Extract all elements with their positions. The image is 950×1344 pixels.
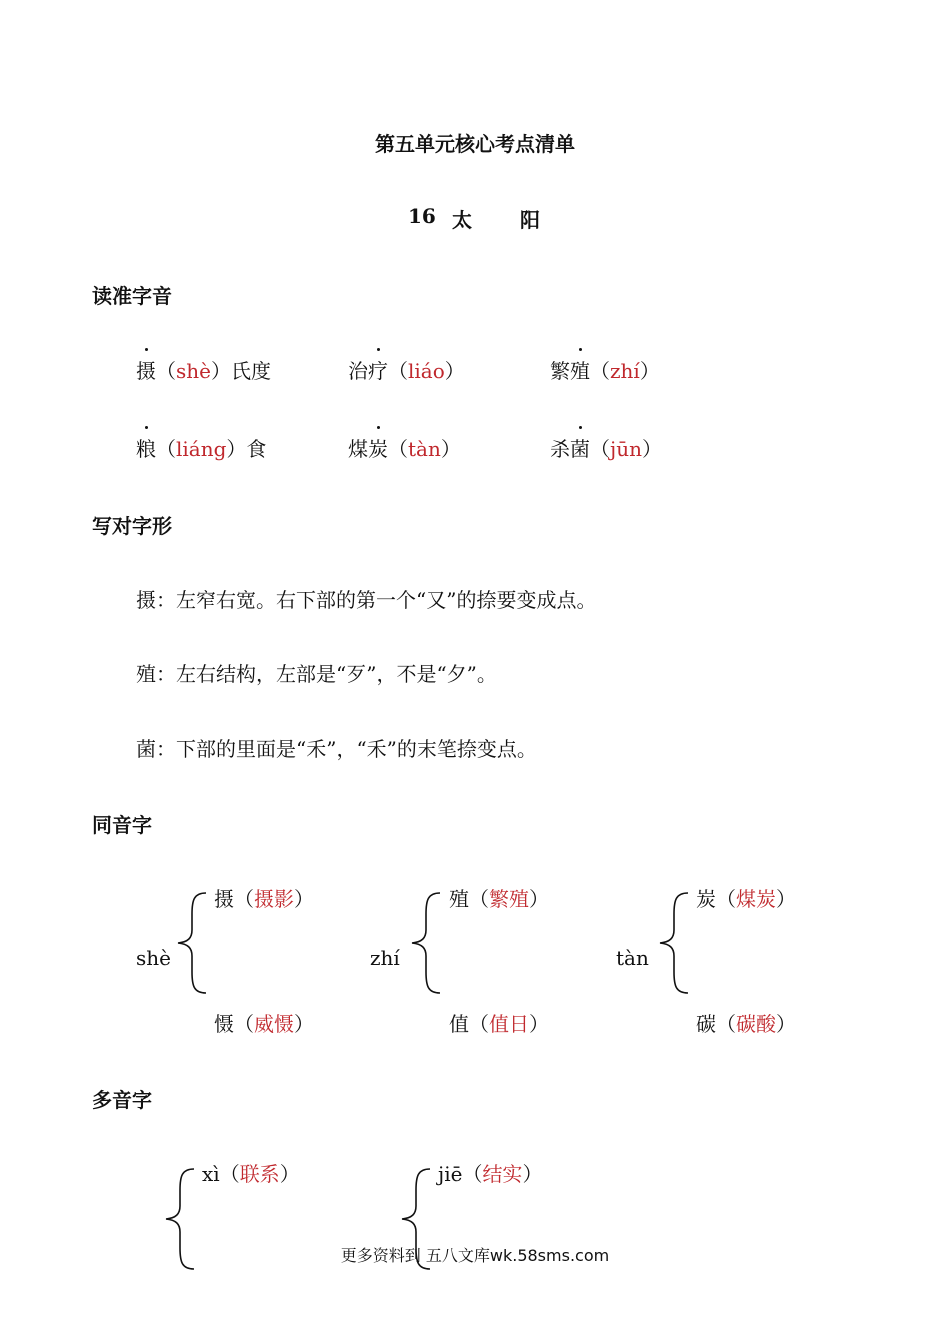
glyph-note: 殖：左右结构，左部是“歹”，不是“夕”。 — [136, 662, 497, 686]
pron-item-5: 煤炭（tàn） — [348, 433, 461, 462]
homophone-pinyin: zhí — [370, 946, 400, 970]
pinyin-answer: liáng — [176, 437, 227, 461]
homophone-bottom: 碳（碳酸） — [696, 1012, 796, 1036]
polyphone-reading: jiē（结实） — [438, 1162, 543, 1186]
section-heading-read: 读准字音 — [92, 284, 172, 308]
pinyin-answer: zhí — [610, 359, 640, 383]
lesson-number: 16 — [408, 204, 436, 228]
glyph-note: 菌：下部的里面是“禾”，“禾”的末笔捺变点。 — [136, 737, 537, 761]
glyph-note: 摄：左窄右宽。右下部的第一个“又”的捺要变成点。 — [136, 588, 597, 612]
polyphone-reading: xì（联系） — [202, 1162, 300, 1186]
footer-link[interactable]: 更多资料到 五八文库wk.58sms.com — [340, 1246, 610, 1265]
lesson-title-second: 阳 — [520, 208, 540, 232]
homophone-top: 摄（摄影） — [214, 887, 314, 911]
pinyin-answer: jūn — [610, 437, 642, 461]
pron-item-6: 杀菌（jūn） — [550, 433, 662, 462]
section-heading-write: 写对字形 — [92, 514, 172, 538]
homophone-top: 炭（煤炭） — [696, 887, 796, 911]
lesson-title-first: 太 — [452, 208, 472, 232]
section-heading-homophone: 同音字 — [92, 813, 152, 837]
section-heading-polyphone: 多音字 — [92, 1088, 152, 1112]
curly-brace-icon — [656, 890, 692, 996]
pron-item-3: 繁殖（zhí） — [550, 355, 660, 384]
homophone-pinyin: shè — [136, 946, 171, 970]
curly-brace-icon — [408, 890, 444, 996]
page-title: 第五单元核心考点清单 — [375, 132, 575, 156]
pinyin-answer: tàn — [408, 437, 441, 461]
pron-item-4: 粮（liáng）食 — [136, 433, 266, 462]
homophone-pinyin: tàn — [616, 946, 649, 970]
pron-item-1: 摄（shè）氏度 — [136, 355, 271, 384]
homophone-bottom: 值（值日） — [449, 1012, 549, 1036]
homophone-bottom: 慑（威慑） — [214, 1012, 314, 1036]
curly-brace-icon — [174, 890, 210, 996]
pron-item-2: 治疗（liáo） — [348, 355, 465, 384]
homophone-top: 殖（繁殖） — [449, 887, 549, 911]
pinyin-answer: liáo — [408, 359, 445, 383]
pinyin-answer: shè — [176, 359, 211, 383]
